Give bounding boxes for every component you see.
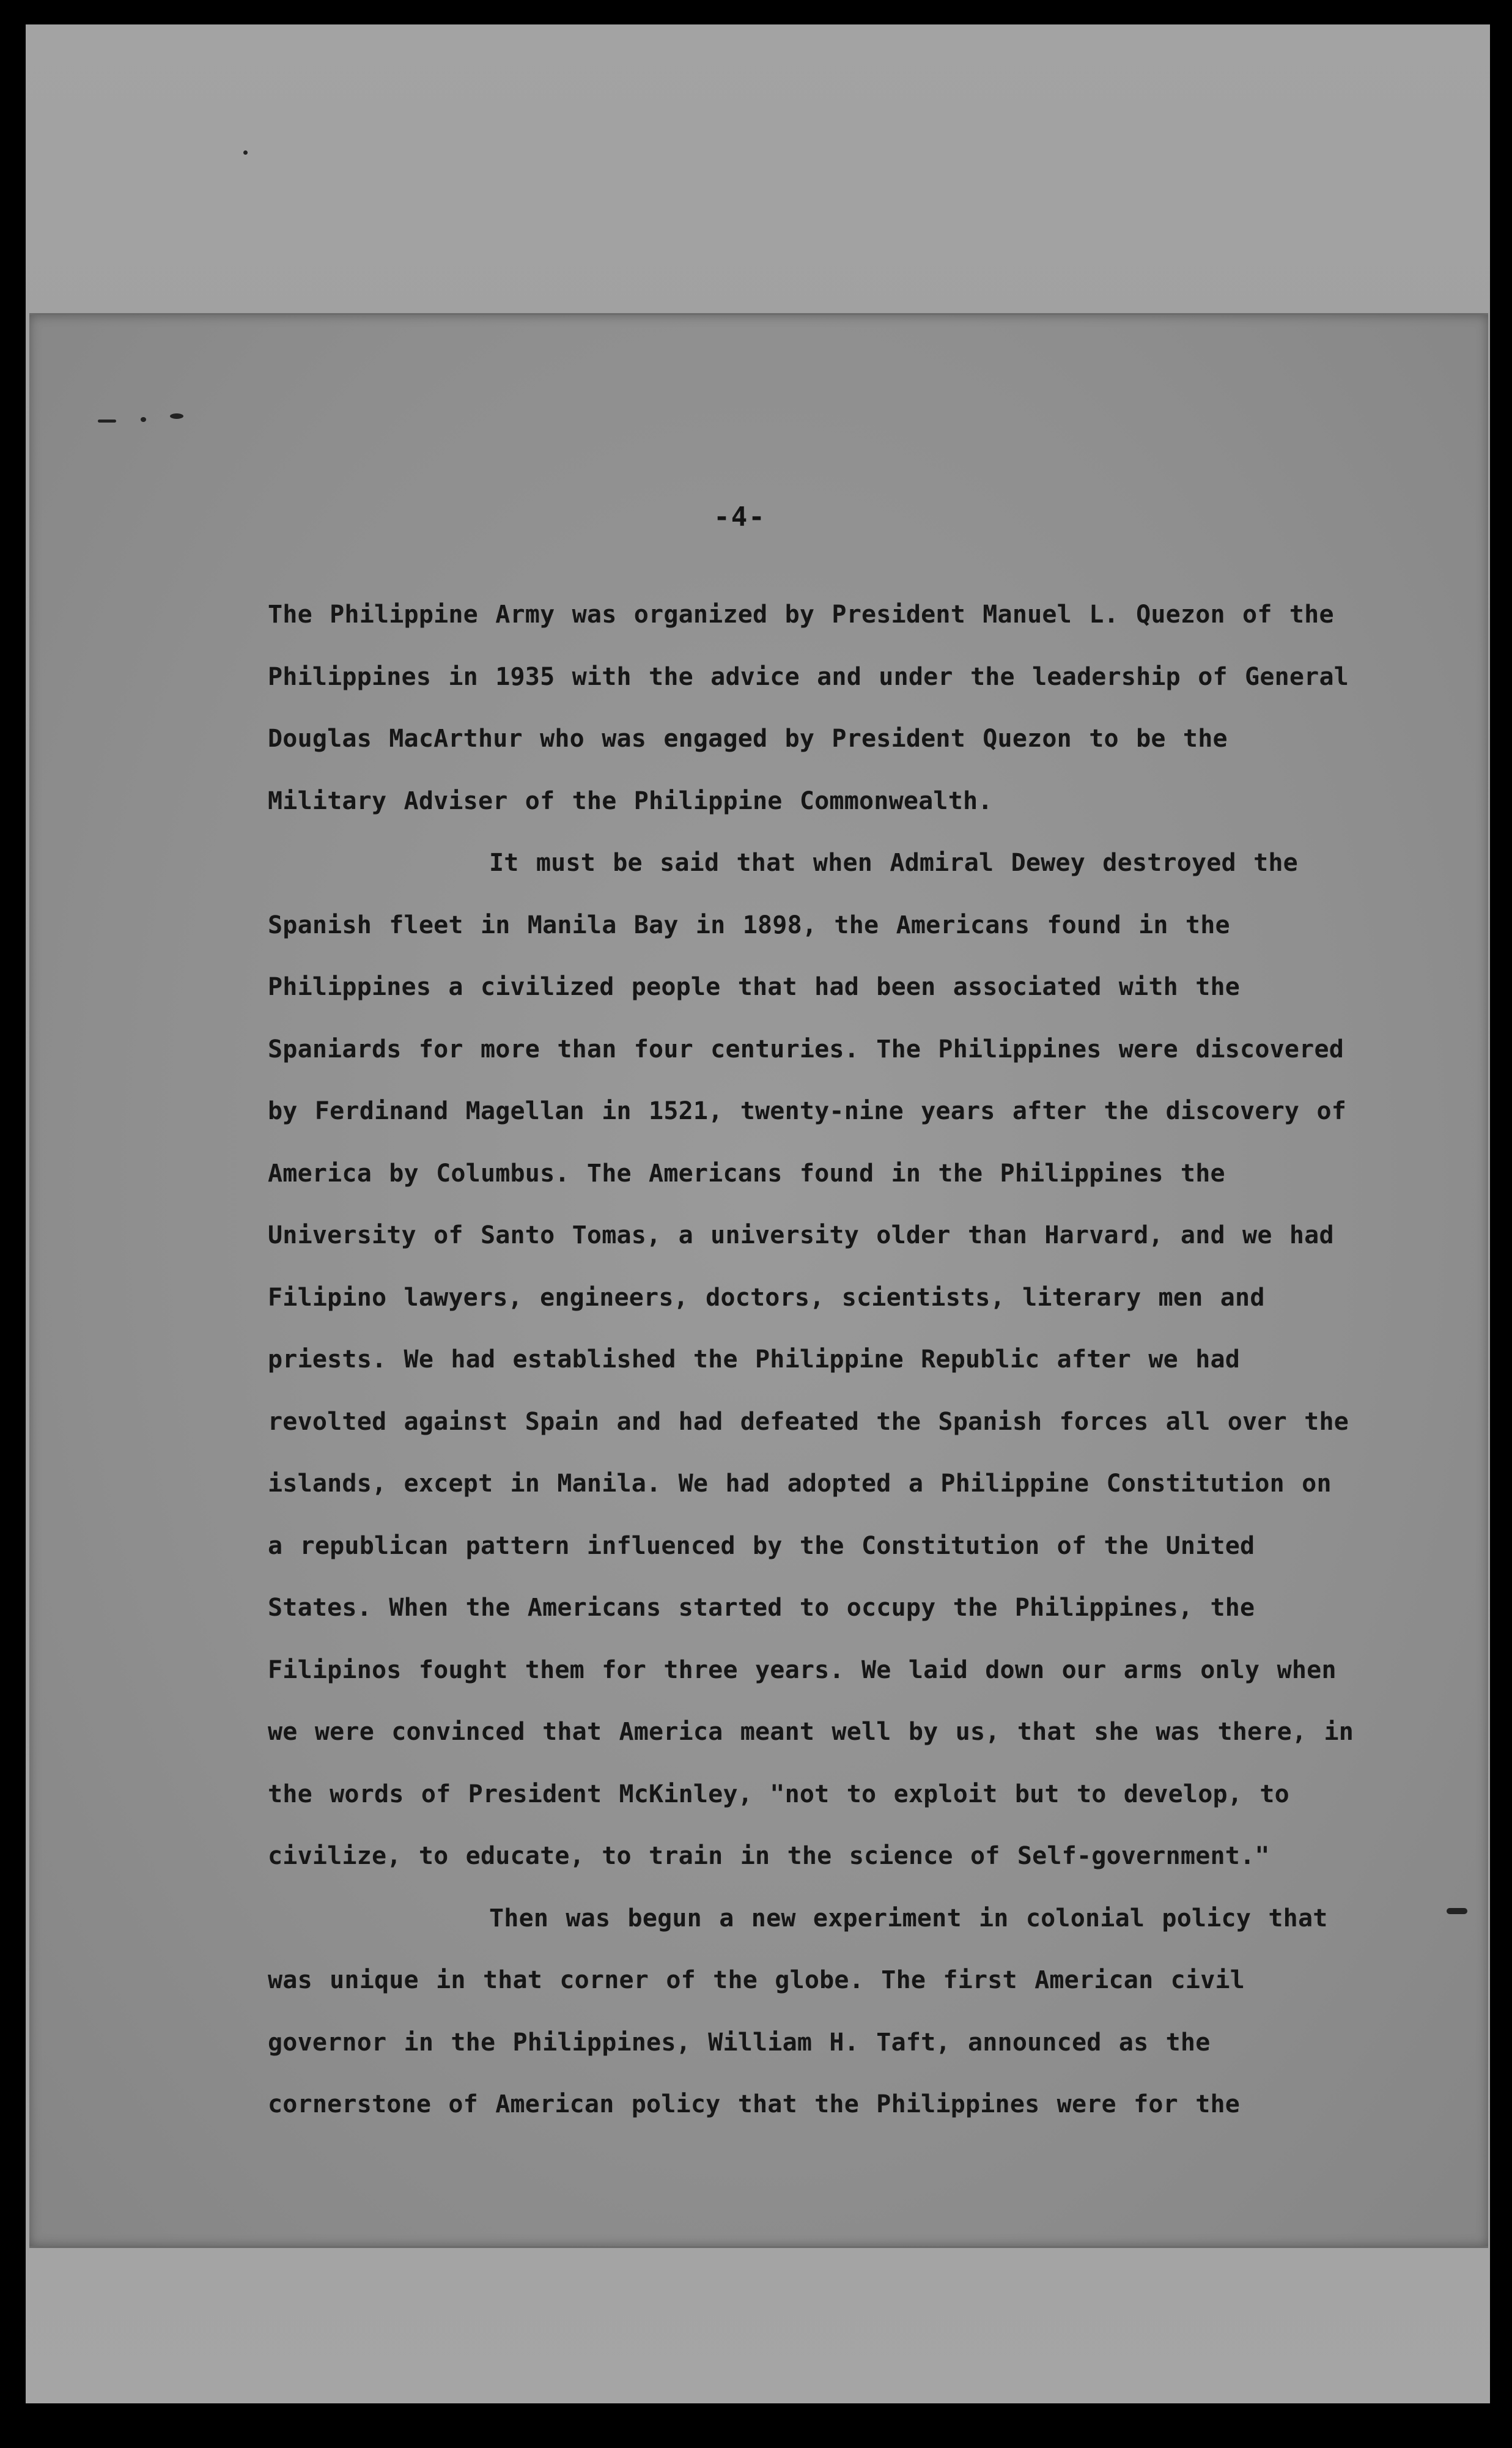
ink-speck	[141, 417, 146, 422]
ink-speck	[170, 413, 183, 419]
body-text	[268, 584, 1362, 2192]
ink-speck	[243, 150, 248, 155]
ink-speck	[98, 420, 116, 423]
ink-speck	[1447, 1908, 1467, 1914]
paragraph-3: Then was begun a new experiment in colonial policy that was unique in that corner of the globe. The first American civil governor in the Philippines, William H. Taft, announced as the cornerstone of American policy that the Philippines were for the	[268, 1904, 1328, 2118]
page-number: -4-	[714, 501, 766, 533]
paragraph-2: It must be said that when Admiral Dewey destroyed the Spanish fleet in Manila Bay in 1898, the Americans found in the Philippines a civilized people that had been associated with the Spaniards for more than four centuries. The Philippines were discovered by Ferdinand Magellan in 1521, twenty-nine years after the discovery of America by Columbus. The Americans found in the Philippines the University of Santo Tomas, a university older than Harvard, and we had Filipino lawyers, engineers, doctors, scientists, literary men and priests. We had established the Philippine Republic after we had revolted against Spain and had defeated the Spanish forces all over the islands, except in Manila. We had adopted a Philippine Constitution on a republican pattern influenced by the Constitution of the United States. When the Americans started to occupy the Philippines, the Filipinos fought them for three years. We laid down our arms only when we were convinced that America meant well by us, that she was there, in the words of President McKinley, "not to exploit but to develop, to civilize, to educate, to train in the science of Self-government."	[268, 849, 1354, 1870]
paragraph-1: The Philippine Army was organized by President Manuel L. Quezon of the Philippines in 1935 with the advice and under the leadership of General Douglas MacArthur who was engaged by President Quezon to be the Military Adviser of the Philippine Commonwealth.	[268, 601, 1349, 815]
